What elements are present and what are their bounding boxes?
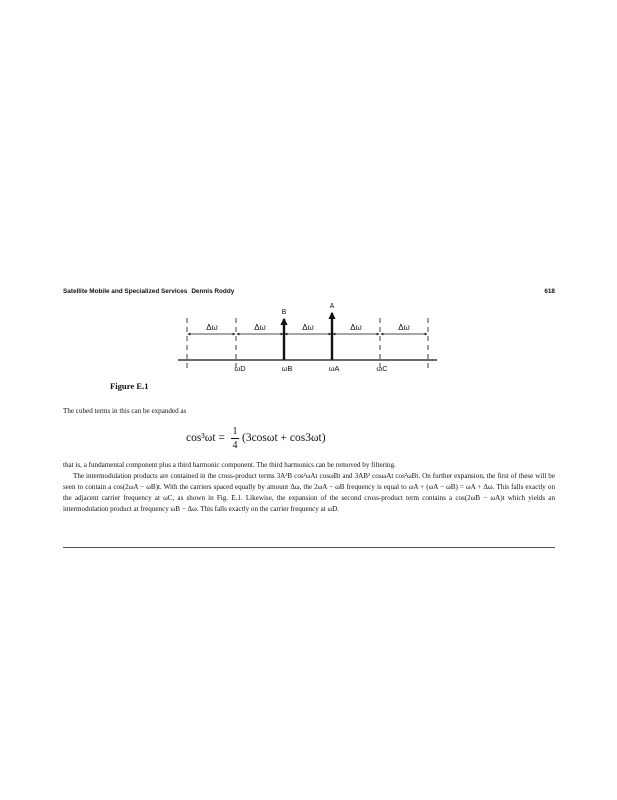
omega-c-label: ωC [376, 364, 388, 373]
fundamental-paragraph: that is, a fundamental component plus a third harmonic component. The third harmonics can be removed by filtering. [63, 461, 396, 469]
footer-rule [63, 547, 555, 548]
delta-label-5: Δω [398, 323, 410, 332]
delta-omega-labels [206, 323, 410, 332]
fraction-denominator: 4 [232, 440, 238, 451]
carrier-b-label: B [281, 309, 287, 316]
book-title: Satellite Mobile and Specialized Services [63, 288, 188, 295]
author-name: Dennis Roddy [191, 288, 235, 295]
intro-paragraph: The cubed terms in this can be expanded as [63, 407, 187, 415]
omega-a-label: ωA [328, 364, 340, 373]
delta-label-2: Δω [254, 323, 266, 332]
frequency-labels [234, 364, 388, 373]
equation-lhs: cos³ωt = [186, 432, 225, 444]
figure-caption: Figure E.1 [110, 381, 149, 391]
delta-label-4: Δω [350, 323, 362, 332]
page-number: 618 [544, 288, 555, 295]
carrier-top-labels [282, 303, 335, 316]
equation-rhs: (3cosωt + cos3ωt) [242, 432, 326, 444]
omega-b-label: ωB [281, 364, 293, 373]
carrier-arrows [284, 313, 332, 360]
fraction-numerator: 1 [232, 426, 238, 437]
equation-fraction [231, 426, 239, 451]
omega-d-label: ωD [234, 364, 246, 373]
fraction-bar [231, 438, 239, 439]
carrier-a-label: A [329, 303, 335, 310]
delta-label-3: Δω [302, 323, 314, 332]
intermodulation-paragraph: The intermodulation products are contained in the cross-product terms 3A²B cos²ωAt cosωBt and 3AB² cosωAt cos²ωBt. On further expansion, the first of these will be seen to contain a cos(2ωA − ωB)t. With the carriers spaced equally by amount Δω, the 2ωA − ωB frequency is equal to ωA + (ωA − ωB) = ωA + Δω. This falls exactly on the adjacent carrier frequency at ωC, as shown in Fig. E.1. Likewise, the expansion of the second cross-product term contains a cos(2ωB − ωA)t which yields an intermodulation product at frequency ωB − Δω. This falls exactly on the carrier frequency at ωD. [63, 472, 555, 513]
delta-label-1: Δω [206, 323, 218, 332]
